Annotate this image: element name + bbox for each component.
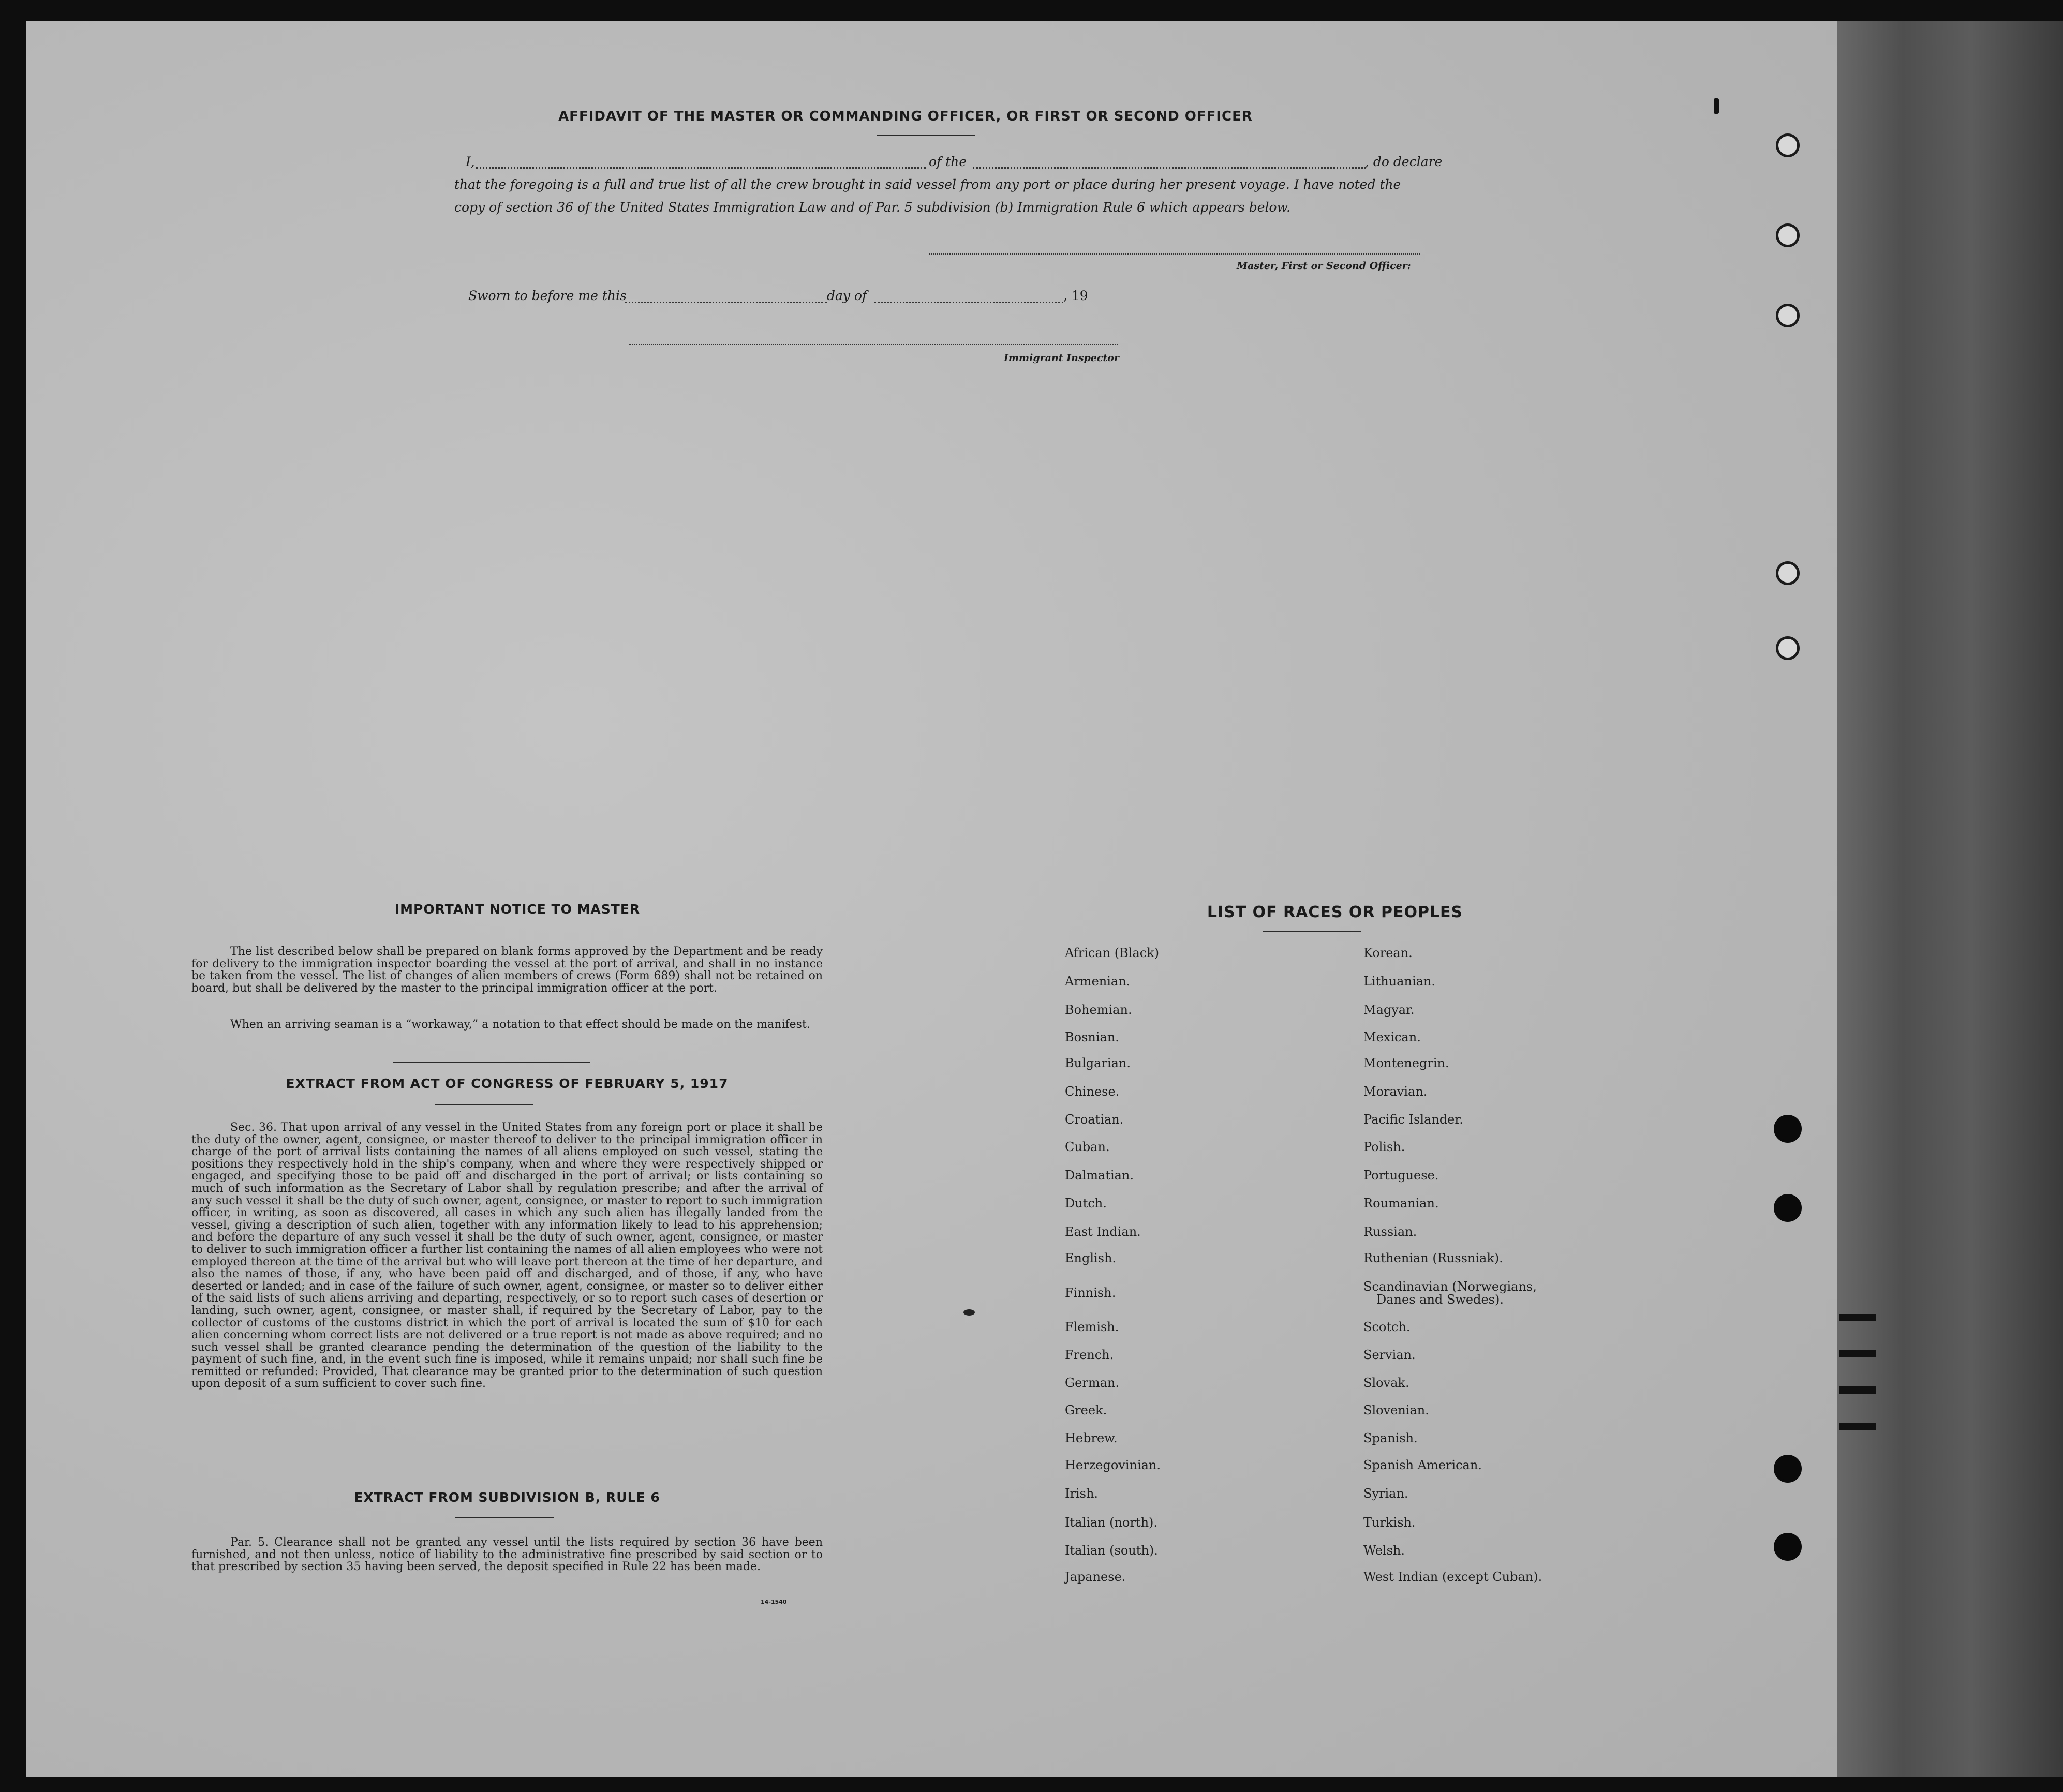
adjacent-page-mark [1839,1350,1876,1357]
adjacent-page-mark [1839,1314,1876,1321]
race-item: English. [1065,1251,1117,1265]
race-item: Bulgarian. [1065,1056,1131,1070]
notice-title: IMPORTANT NOTICE TO MASTER [394,902,641,917]
binder-hole [1776,636,1800,660]
race-item: Scandinavian (Norwegians, [1363,1279,1537,1294]
race-item: Herzegovinian. [1065,1458,1161,1472]
affidavit-title: AFFIDAVIT OF THE MASTER OR COMMANDING OFFICER, OR FIRST OR SECOND OFFICER [558,109,1253,124]
race-item: Russian. [1363,1224,1417,1239]
binder-hole [1776,561,1800,585]
race-item: Slovenian. [1363,1403,1429,1417]
adjacent-page-strip [1834,21,2063,1777]
race-item: Mexican. [1363,1030,1421,1044]
race-item: Spanish American. [1363,1458,1482,1472]
document-page [26,21,1837,1777]
race-item: Montenegrin. [1363,1056,1449,1070]
binder-hole [1774,1115,1802,1143]
binder-hole [1776,223,1800,247]
notice-paragraph-2: When an arriving seaman is a “workaway,” a notation to that effect should be made on the manifest. [230,1018,810,1031]
race-item: Italian (south). [1065,1543,1158,1558]
race-item: Korean. [1363,946,1413,960]
race-item: Roumanian. [1363,1196,1439,1211]
binder-hole [1776,133,1800,157]
sworn-day-of: day of [827,288,867,303]
race-item: Syrian. [1363,1486,1408,1501]
race-item: Finnish. [1065,1286,1116,1300]
ink-mark [963,1309,975,1316]
form-number: 14-1540 [761,1599,787,1605]
binder-hole [1774,1455,1802,1483]
race-item: Bosnian. [1065,1030,1119,1044]
sworn-year: , 19 [1063,288,1088,303]
extract-rule-title: EXTRACT FROM SUBDIVISION B, RULE 6 [354,1490,660,1505]
race-item: Croatian. [1065,1112,1124,1127]
title-underline [877,135,975,136]
sworn-month-blank [874,302,1063,303]
race-item: West Indian (except Cuban). [1363,1570,1542,1584]
races-title: LIST OF RACES OR PEOPLES [1207,903,1463,921]
race-item: African (Black) [1065,946,1160,960]
inspector-label: Immigrant Inspector [1004,352,1119,364]
race-item: Magyar. [1363,1003,1415,1017]
affidavit-i: I, [466,154,475,169]
sworn-prefix: Sworn to before me this [468,288,627,303]
ink-mark [1714,98,1719,114]
race-item: Turkish. [1363,1515,1416,1530]
section-divider [393,1062,590,1063]
race-item: Servian. [1363,1348,1416,1362]
extract-rule-underline [455,1517,554,1518]
race-item: German. [1065,1376,1119,1390]
race-item: Portuguese. [1363,1168,1439,1183]
race-item: Moravian. [1363,1084,1428,1099]
race-item: Scotch. [1363,1320,1411,1334]
adjacent-page-mark [1839,1386,1876,1394]
race-item: Irish. [1065,1486,1099,1501]
race-item: French. [1065,1348,1114,1362]
race-item: Dalmatian. [1065,1168,1134,1183]
race-item: Greek. [1065,1403,1107,1417]
binder-hole [1776,304,1800,327]
race-item: Chinese. [1065,1084,1120,1099]
adjacent-page-mark [1839,1423,1876,1430]
race-item: East Indian. [1065,1224,1141,1239]
races-underline [1263,931,1361,932]
race-item: Welsh. [1363,1543,1405,1558]
race-item: Spanish. [1363,1431,1418,1445]
race-item: Dutch. [1065,1196,1107,1211]
race-item: Cuban. [1065,1140,1110,1154]
race-item: Hebrew. [1065,1431,1118,1445]
race-item: Slovak. [1363,1376,1409,1390]
race-item: Polish. [1363,1140,1405,1154]
race-item: Bohemian. [1065,1003,1132,1017]
race-item: Armenian. [1065,974,1131,989]
master-signature-label: Master, First or Second Officer: [1237,260,1411,272]
race-item: Flemish. [1065,1320,1119,1334]
extract-act-text: Sec. 36. That upon arrival of any vessel in the United States from any foreign port or place it shall be the duty of the owner, agent, consignee, or master thereof to deliver to the principal immigration officer in charge of the port of arrival lists containing the names of all aliens employed on such vessel, stating the positions they respectively hold in the ship's company, when and where they were respectively shipped or engaged, and specifying those to be paid off and discharged in the port of arrival; or lists containing so much of such information as the Secretary of Labor shall by regulation prescribe; and after the arrival of any such vessel it shall be the duty of such owner, agent, consignee, or master to report to such immigration officer, in writing, as soon as discovered, all cases in which any such alien has illegally landed from the vessel, giving a description of such alien, together with any information likely to lead to his apprehension; and before the departure of any such vessel it shall be the duty of such owner, agent, consignee, or master to deliver to such immigration officer a further list containing the names of all alien employees who were not employed thereon at the time of the arrival but who will leave port thereon at the time of her departure, and also the names of those, if any, who have been paid off and discharged, and of those, if any, who have deserted or landed; and in case of the failure of such owner, agent, consignee, or master so to deliver either of the said lists of such aliens arriving and departing, respectively, or so to report such cases of desertion or landing, such owner, agent, consignee, or master shall, if required by the Secretary of Labor, pay to the collector of customs of the customs district in which the port of arrival is located the sum of $10 for each alien concerning whom correct lists are not delivered or a true report is not made as above required; and no such vessel shall be granted clearance pending the determination of the question of the liability to the payment of such fine, and, in the event such fine is imposed, while it remains unpaid; nor shall such fine be remitted or refunded: Provided, That clearance may be granted prior to the determination of such question upon deposit of a sum sufficient to cover such fine. [191,1121,823,1391]
master-signature-line [929,253,1420,255]
affidavit-of-the: of the [929,154,967,169]
extract-act-underline [435,1104,533,1105]
race-item: Lithuanian. [1363,974,1436,989]
inspector-signature-line [629,344,1118,345]
race-item-continuation: Danes and Swedes). [1376,1292,1504,1307]
sworn-day-blank [625,302,827,303]
extract-act-title: EXTRACT FROM ACT OF CONGRESS OF FEBRUARY 5, 1917 [286,1076,729,1091]
name-blank [476,167,926,169]
race-item: Ruthenian (Russniak). [1363,1251,1503,1265]
race-item: Japanese. [1065,1570,1126,1584]
extract-rule-text: Par. 5. Clearance shall not be granted any vessel until the lists required by section 36 have been furnished, and not then unless, notice of liability to the administrative fine prescribed by said section or to that prescribed by section 35 having been served, the deposit specified in Rule 22 has been made. [191,1536,823,1574]
vessel-blank [973,167,1366,169]
binder-hole [1774,1533,1802,1561]
affidavit-do-declare: , do declare [1365,154,1443,169]
affidavit-line2: that the foregoing is a full and true list of all the crew brought in said vessel from any port or place during her present voyage. I have noted the [454,177,1401,192]
race-item: Pacific Islander. [1363,1112,1463,1127]
race-item: Italian (north). [1065,1515,1158,1530]
affidavit-line3: copy of section 36 of the United States Immigration Law and of Par. 5 subdivision (b) Immigration Rule 6 which appears below. [454,200,1290,215]
binder-hole [1774,1194,1802,1222]
notice-paragraph-1: The list described below shall be prepared on blank forms approved by the Department and be ready for delivery to the immigration inspector boarding the vessel at the port of arrival, and shall in no instance be taken from the vessel. The list of changes of alien members of crews (Form 689) shall not be retained on board, but shall be delivered by the master to the principal immigration officer at the port. [191,945,823,995]
